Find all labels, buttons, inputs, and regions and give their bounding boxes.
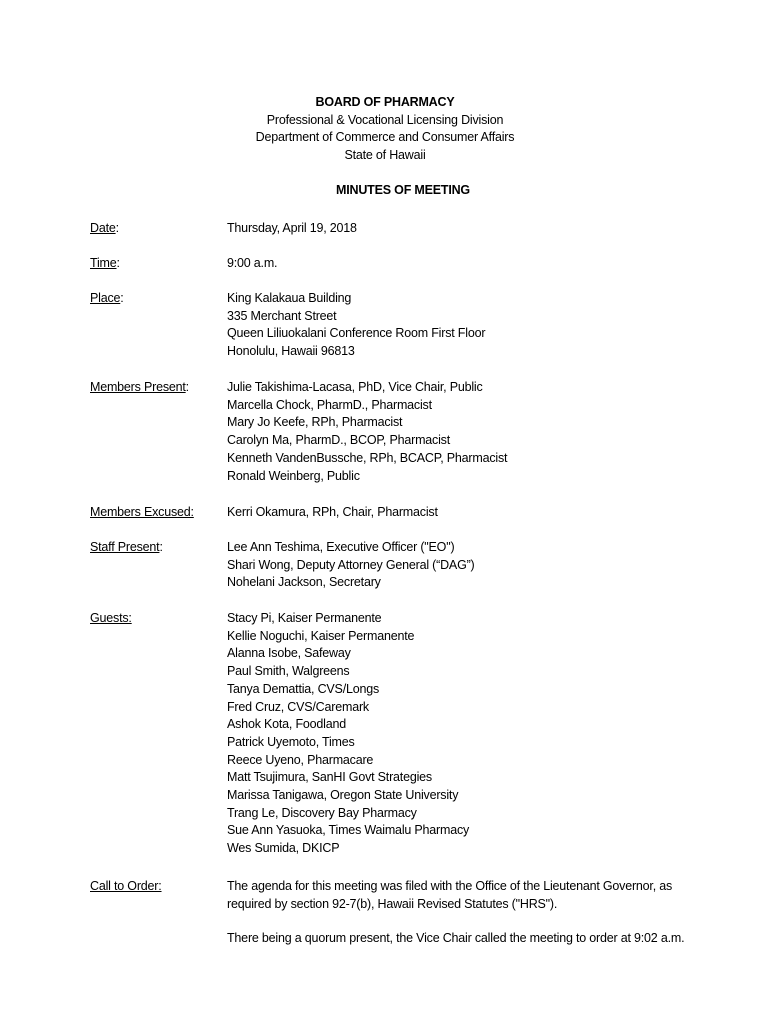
address-line: Queen Liliuokalani Conference Room First Floor xyxy=(227,326,486,341)
board-title: BOARD OF PHARMACY xyxy=(315,95,455,109)
guest-item: Matt Tsujimura, SanHI Govt Strategies xyxy=(227,770,432,785)
guests-label: Guests: xyxy=(90,611,132,625)
members-excused-list xyxy=(227,504,727,522)
state-name: State of Hawaii xyxy=(344,147,426,162)
document-header xyxy=(0,94,770,164)
paragraph-spacer xyxy=(227,913,727,930)
member-item: Marcella Chock, PharmD., Pharmacist xyxy=(227,397,432,412)
guest-item: Tanya Demattia, CVS/Longs xyxy=(227,681,380,696)
time-label: Time: xyxy=(90,256,120,270)
member-item: Julie Takishima-Lacasa, PhD, Vice Chair, Public xyxy=(227,380,483,394)
guest-item: Wes Sumida, DKICP xyxy=(227,841,340,856)
member-item: Kerri Okamura, RPh, Chair, Pharmacist xyxy=(227,505,438,519)
agenda-paragraph-line: required by section 92-7(b), Hawaii Revised Statutes ("HRS"). xyxy=(227,896,558,911)
division-name: Professional & Vocational Licensing Division xyxy=(266,112,504,127)
member-item: Ronald Weinberg, Public xyxy=(227,468,360,483)
guest-item: Ashok Kota, Foodland xyxy=(227,717,346,732)
guest-item: Alanna Isobe, Safeway xyxy=(227,646,351,661)
guest-item: Kellie Noguchi, Kaiser Permanente xyxy=(227,628,415,643)
minutes-title: MINUTES OF MEETING xyxy=(336,183,470,197)
members-present-label: Members Present: xyxy=(90,380,189,394)
guest-item: Sue Ann Yasuoka, Times Waimalu Pharmacy xyxy=(227,823,470,838)
guest-item: Fred Cruz, CVS/Caremark xyxy=(227,699,369,714)
quorum-paragraph: There being a quorum present, the Vice Chair called the meeting to order at 9:02 a.m. xyxy=(227,931,685,946)
member-item: Mary Jo Keefe, RPh, Pharmacist xyxy=(227,415,403,430)
member-item: Kenneth VandenBussche, RPh, BCACP, Pharmacist xyxy=(227,450,508,465)
date-value: Thursday, April 19, 2018 xyxy=(227,221,357,235)
members-present-list xyxy=(227,379,727,485)
agenda-paragraph-line: The agenda for this meeting was filed with the Office of the Lieutenant Governor, as xyxy=(227,879,673,893)
guest-item: Paul Smith, Walgreens xyxy=(227,664,350,679)
address-line: King Kalakaua Building xyxy=(227,291,352,305)
address-line: Honolulu, Hawaii 96813 xyxy=(227,344,355,359)
guest-item: Trang Le, Discovery Bay Pharmacy xyxy=(227,805,417,820)
staff-present-list xyxy=(227,539,727,592)
department-name: Department of Commerce and Consumer Affairs xyxy=(255,130,515,144)
staff-present-label: Staff Present: xyxy=(90,540,163,554)
call-to-order-text xyxy=(227,878,727,948)
date-label: Date: xyxy=(90,221,119,235)
guests-list xyxy=(227,610,727,858)
call-to-order-label: Call to Order: xyxy=(90,879,162,893)
guest-item: Reece Uyeno, Pharmacare xyxy=(227,752,374,767)
staff-item: Shari Wong, Deputy Attorney General (“DAG”) xyxy=(227,557,475,572)
guest-item: Patrick Uyemoto, Times xyxy=(227,734,355,749)
staff-item: Lee Ann Teshima, Executive Officer ("EO") xyxy=(227,540,455,554)
members-excused-label: Members Excused: xyxy=(90,505,194,519)
guest-item: Stacy Pi, Kaiser Permanente xyxy=(227,611,382,625)
address-line: 335 Merchant Street xyxy=(227,308,337,323)
guest-item: Marissa Tanigawa, Oregon State University xyxy=(227,788,459,803)
place-label: Place: xyxy=(90,291,124,305)
time-value: 9:00 a.m. xyxy=(227,256,278,270)
place-address xyxy=(227,290,727,361)
staff-item: Nohelani Jackson, Secretary xyxy=(227,575,381,590)
member-item: Carolyn Ma, PharmD., BCOP, Pharmacist xyxy=(227,433,450,448)
